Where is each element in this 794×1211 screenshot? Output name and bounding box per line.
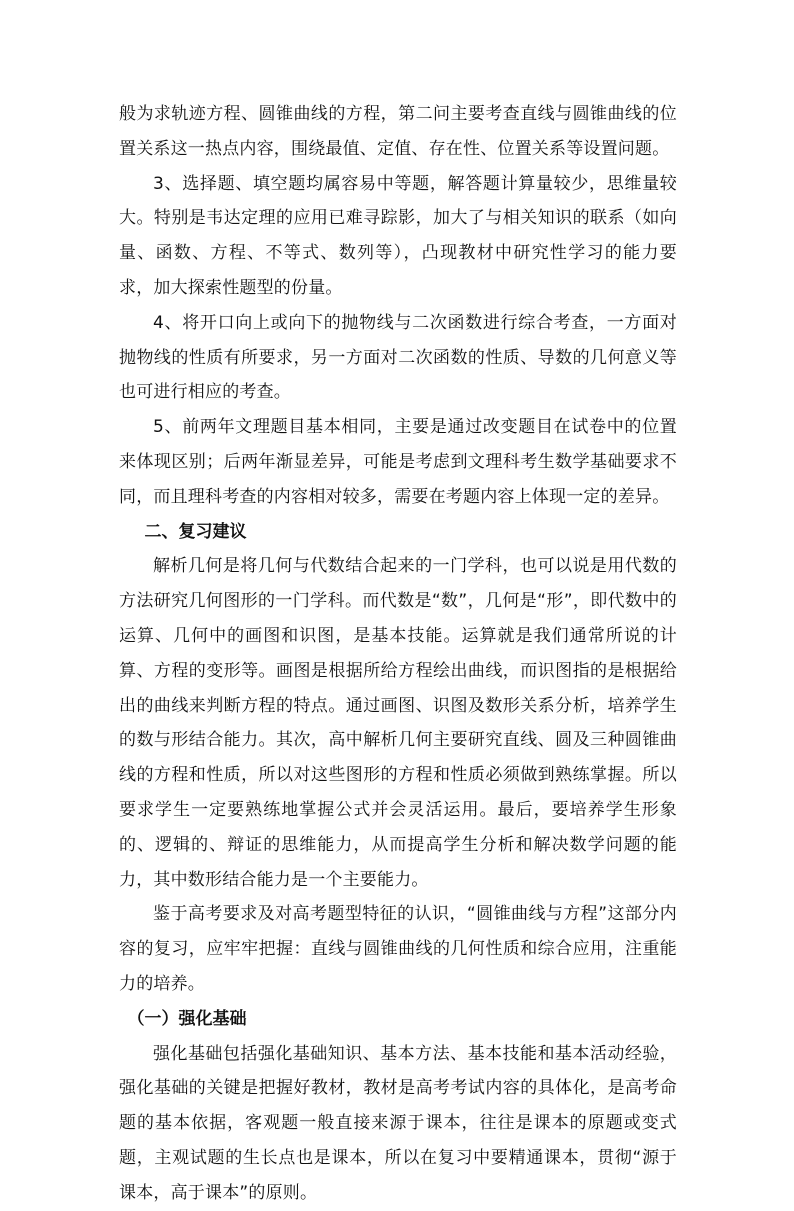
paragraph-point-5: 5、前两年文理题目基本相同，主要是通过改变题目在试卷中的位置来体现区别；后两年渐显差异，可能是考虑到文理科考生数学基础要求不同，而且理科考查的内容相对较多，需要在考题内容上体现一定的差异。: [119, 417, 677, 507]
document-body: [119, 97, 677, 1211]
paragraph-analytic-geometry: 解析几何是将几何与代数结合起来的一门学科，也可以说是用代数的方法研究几何图形的一门学科。而代数是“数”，几何是“形”，即代数中的运算、几何中的画图和识图，是基本技能。运算就是我们通常所说的计算、方程的变形等。画图是根据所给方程绘出曲线，而识图指的是根据给出的曲线来判断方程的特点。通过画图、识图及数形关系分析，培养学生的数与形结合能力。其次，高中解析几何主要研究直线、圆及三种圆锥曲线的方程和性质，所以对这些图形的方程和性质必须做到熟练掌握。所以要求学生一定要熟练地掌握公式并会灵活运用。最后，要培养学生形象的、逻辑的、辩证的思维能力，从而提高学生分析和解决数学问题的能力，其中数形结合能力是一个主要能力。: [119, 556, 677, 890]
paragraph-exam-requirements: 鉴于高考要求及对高考题型特征的认识，“圆锥曲线与方程”这部分内容的复习，应牢牢把握：直线与圆锥曲线的几何性质和综合应用，注重能力的培养。: [119, 904, 677, 994]
paragraph-continuation: 般为求轨迹方程、圆锥曲线的方程，第二问主要考查直线与圆锥曲线的位置关系这一热点内容，围绕最值、定值、存在性、位置关系等设置问题。: [119, 104, 677, 159]
paragraph-point-3: 3、选择题、填空题均属容易中等题，解答题计算量较少，思维量较大。特别是韦达定理的应用已难寻踪影，加大了与相关知识的联系（如向量、函数、方程、不等式、数列等），凸现教材中研究性学习的能力要求，加大探索性题型的份量。: [119, 173, 677, 298]
paragraph-strengthen-basics: 强化基础包括强化基础知识、基本方法、基本技能和基本活动经验，强化基础的关键是把握好教材，教材是高考考试内容的具体化，是高考命题的基本依据，客观题一般直接来源于课本，往往是课本的原题或变式题，主观试题的生长点也是课本，所以在复习中要精通课本，贯彻“源于课本，高于课本”的原则。: [119, 1043, 677, 1203]
paragraph-point-4: 4、将开口向上或向下的抛物线与二次函数进行综合考查，一方面对抛物线的性质有所要求，另一方面对二次函数的性质、导数的几何意义等也可进行相应的考查。: [119, 312, 677, 403]
subsection-heading-strengthen-basics: （一）强化基础: [127, 1008, 247, 1029]
section-heading-review-suggestions: 二、复习建议: [144, 521, 247, 542]
